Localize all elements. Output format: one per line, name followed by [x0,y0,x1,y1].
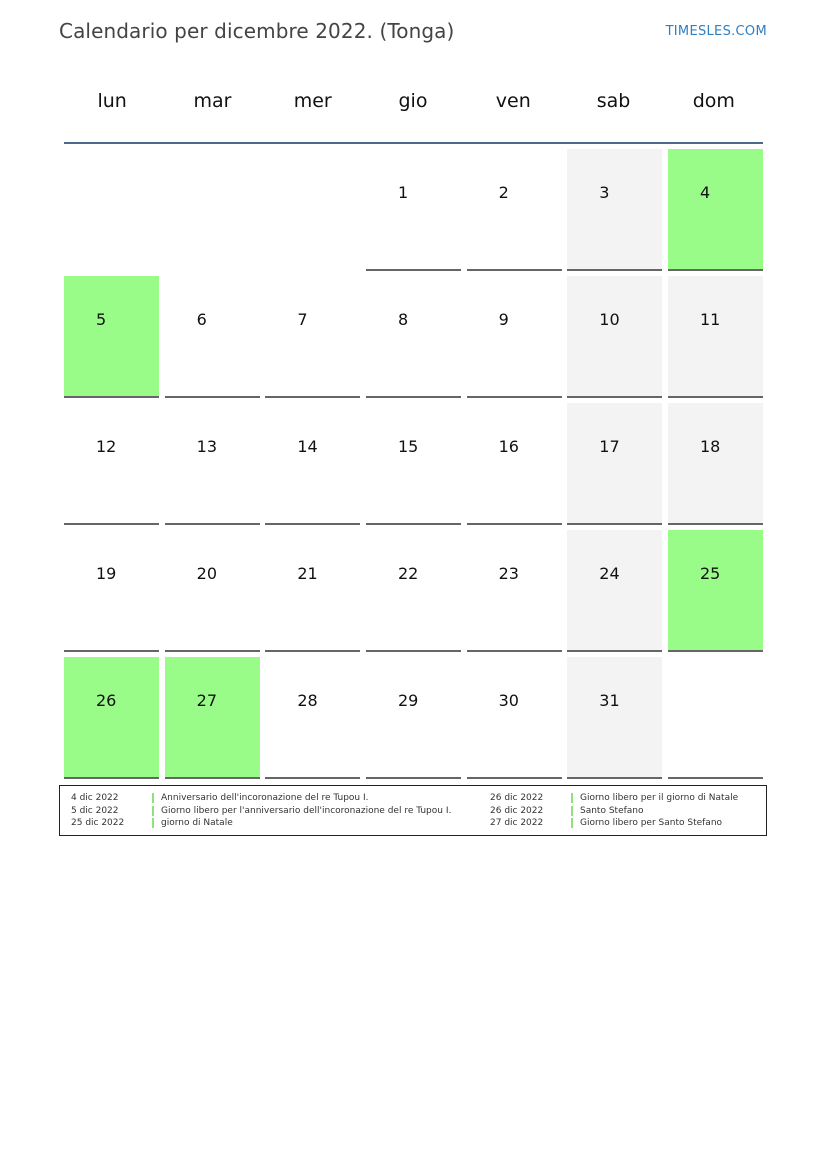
legend-row [71,792,451,805]
day-number: 22 [397,564,419,583]
day-number: 3 [599,183,610,202]
day-number: 14 [297,437,318,456]
day-number: 9 [498,310,509,329]
day-number: 18 [699,437,721,456]
day-cell [567,657,662,779]
page-title: Calendario per dicembre 2022. (Tonga) [59,19,455,43]
day-cell [467,403,562,525]
legend-holiday-name: Giorno libero per Santo Stefano [580,818,723,829]
legend-date: 26 dic 2022 [490,793,544,804]
day-cell [165,276,260,398]
holiday-color-marker [571,793,573,803]
day-number: 25 [699,564,721,583]
day-number: 13 [196,437,218,456]
holiday-legend [59,785,767,836]
legend-date: 5 dic 2022 [71,805,119,816]
brand-link[interactable]: TIMESLES.COM [665,24,767,39]
day-cell [64,276,159,398]
empty-day-cell [668,657,763,779]
day-cell [567,403,662,525]
header-divider [64,142,763,144]
empty-day-cell [265,149,360,271]
legend-holiday-name: Giorno libero per il giorno di Natale [580,793,739,804]
legend-date: 25 dic 2022 [71,818,125,829]
day-number: 4 [699,183,711,202]
weekday-header-row [62,90,764,120]
day-number: 8 [397,310,409,329]
legend-holiday-name: giorno di Natale [161,818,233,829]
day-cell [265,530,360,652]
legend-row [71,817,451,830]
day-cell [366,657,461,779]
day-number: 23 [498,564,519,583]
day-number: 17 [599,437,620,456]
day-number: 20 [196,564,218,583]
day-number: 11 [699,310,721,329]
day-number: 30 [498,691,519,710]
legend-column-left [71,792,451,830]
day-cell [366,149,461,271]
holiday-color-marker [571,806,573,816]
weekday-label: lun [97,90,127,112]
day-cell [165,657,260,779]
day-cell [567,530,662,652]
day-cell [64,403,159,525]
day-cell [567,276,662,398]
day-number: 12 [96,437,117,456]
weekday-label: mar [193,90,232,112]
legend-holiday-name: Giorno libero per l'anniversario dell'incoronazione del re Tupou I. [161,805,452,816]
holiday-color-marker [152,793,154,803]
weekday-label: ven [495,90,531,112]
day-cell [64,530,159,652]
day-cell [265,276,360,398]
weekday-label: gio [398,90,428,112]
legend-date: 27 dic 2022 [490,818,544,829]
day-cell [467,657,562,779]
legend-holiday-name: Santo Stefano [580,805,644,816]
legend-row [490,805,738,818]
holiday-color-marker [152,818,154,828]
day-cell [668,403,763,525]
day-cell [668,149,763,271]
weekday-label: sab [596,90,631,112]
day-cell [366,530,461,652]
holiday-color-marker [571,818,573,828]
weekday-label: dom [692,90,735,112]
day-cell [467,276,562,398]
day-number: 31 [599,691,620,710]
day-number: 21 [297,564,318,583]
day-cell [265,657,360,779]
legend-row [490,792,738,805]
day-number: 6 [196,310,207,329]
day-number: 19 [96,564,117,583]
day-cell [366,276,461,398]
day-cell [668,530,763,652]
day-number: 10 [599,310,620,329]
empty-day-cell [165,149,260,271]
day-number: 15 [397,437,419,456]
day-cell [265,403,360,525]
empty-day-cell [64,149,159,271]
legend-row [71,805,451,818]
day-number: 26 [96,691,117,710]
day-number: 2 [498,183,509,202]
day-cell [467,149,562,271]
calendar-grid [64,149,763,779]
legend-date: 4 dic 2022 [71,793,119,804]
day-number: 1 [397,183,409,202]
day-cell [165,530,260,652]
day-number: 27 [196,691,218,710]
day-number: 24 [599,564,620,583]
weekday-label: mer [293,90,332,112]
day-cell [567,149,662,271]
day-cell [467,530,562,652]
holiday-color-marker [152,806,154,816]
legend-holiday-name: Anniversario dell'incoronazione del re Tupou I. [161,793,369,804]
day-cell [165,403,260,525]
day-cell [668,276,763,398]
day-number: 5 [96,310,107,329]
legend-row [490,817,738,830]
day-number: 16 [498,437,519,456]
day-number: 7 [297,310,308,329]
legend-date: 26 dic 2022 [490,805,544,816]
day-cell [366,403,461,525]
day-number: 29 [397,691,419,710]
legend-column-right [490,792,738,830]
day-cell [64,657,159,779]
day-number: 28 [297,691,318,710]
